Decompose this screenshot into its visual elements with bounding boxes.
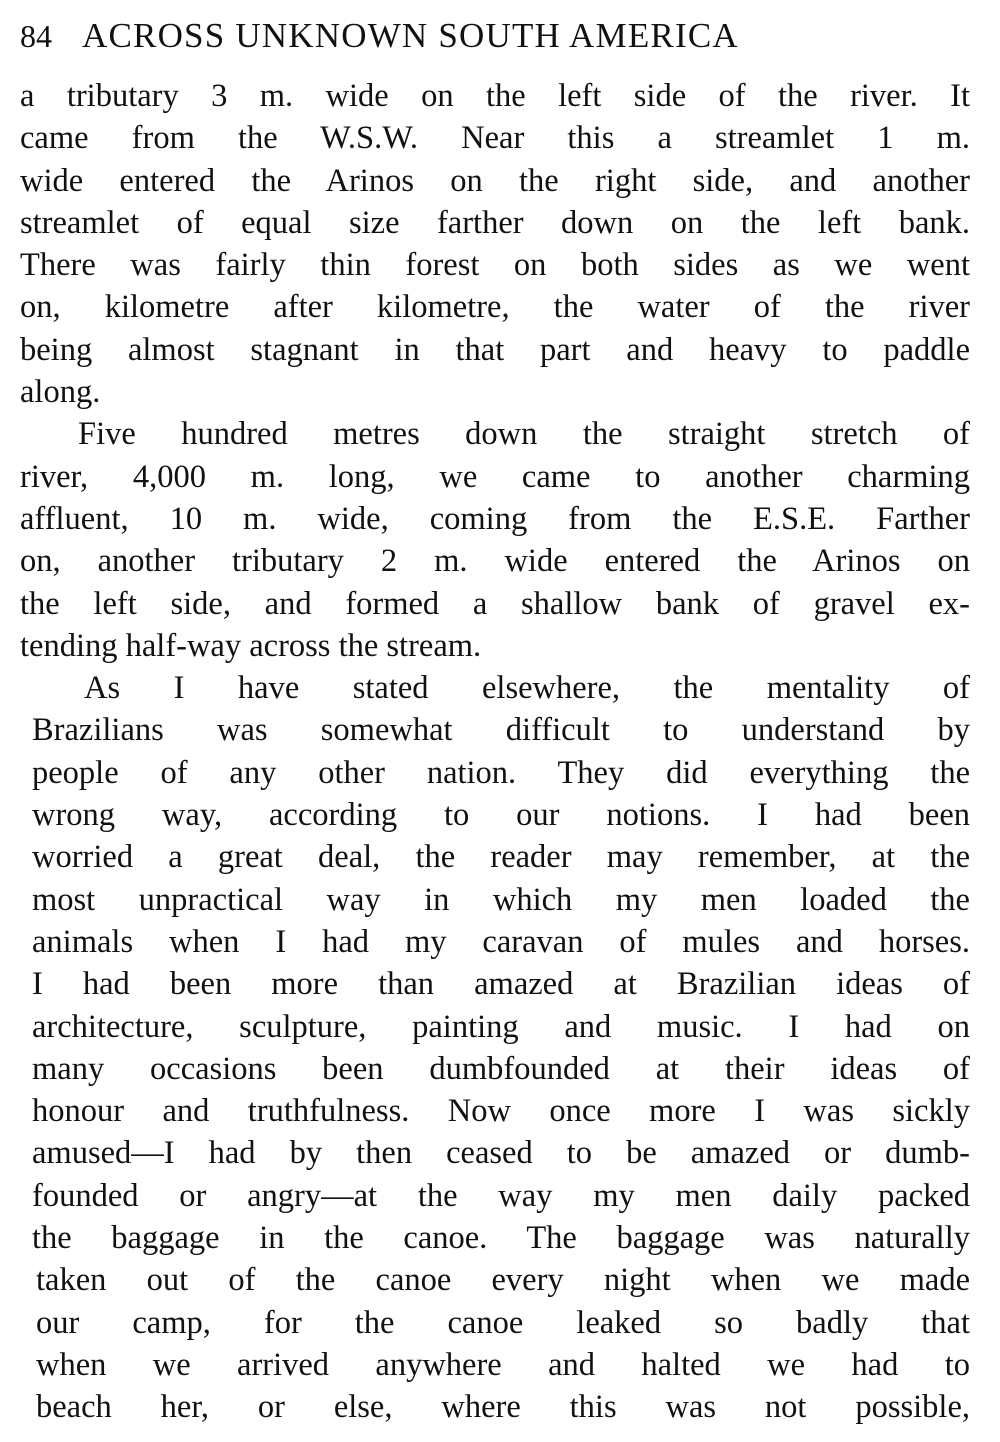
text-line: architecture, sculpture, painting and music. I had on xyxy=(32,1008,970,1045)
text-line: wide entered the Arinos on the right side, and another xyxy=(20,162,970,199)
text-line: amused—I had by then ceased to be amazed or dumb- xyxy=(32,1135,970,1172)
paragraph xyxy=(20,413,970,667)
text-line: tending half-way across the stream. xyxy=(20,627,482,664)
text-line: came from the W.S.W. Near this a streamlet 1 m. xyxy=(20,120,970,157)
text-line: the left side, and formed a shallow bank of gravel ex- xyxy=(20,585,970,622)
text-line: beach her, or else, where this was not possible, xyxy=(36,1389,970,1426)
paragraph xyxy=(20,667,970,1428)
running-title: ACROSS UNKNOWN SOUTH AMERICA xyxy=(82,16,739,55)
text-line: when we arrived anywhere and halted we had to xyxy=(36,1346,970,1383)
text-line: There was fairly thin forest on both sides as we went xyxy=(20,247,970,284)
text-line: taken out of the canoe every night when we made xyxy=(36,1262,970,1299)
text-line: a tributary 3 m. wide on the left side of the river. It xyxy=(20,78,970,114)
text-line: on, kilometre after kilometre, the water of the river xyxy=(20,289,970,326)
text-line: on, another tributary 2 m. wide entered the Arinos on xyxy=(20,543,970,580)
text-line: streamlet of equal size farther down on the left bank. xyxy=(20,204,970,241)
text-line: Five hundred metres down the straight stretch of xyxy=(78,416,970,453)
text-line: our camp, for the canoe leaked so badly that xyxy=(36,1304,970,1341)
paragraph xyxy=(20,75,970,413)
text-line: affluent, 10 m. wide, coming from the E.S.E. Farther xyxy=(20,500,970,537)
text-line: along. xyxy=(20,374,101,411)
text-line: wrong way, according to our notions. I had been xyxy=(32,797,970,834)
text-line: people of any other nation. They did everything the xyxy=(32,754,970,791)
text-line: founded or angry—at the way my men daily packed xyxy=(32,1177,970,1214)
text-line: the baggage in the canoe. The baggage was naturally xyxy=(32,1220,970,1257)
text-line: many occasions been dumbfounded at their ideas of xyxy=(32,1050,970,1087)
text-line: most unpractical way in which my men loaded the xyxy=(32,881,970,918)
text-line: Brazilians was somewhat difficult to understand by xyxy=(32,712,970,749)
text-line: animals when I had my caravan of mules and horses. xyxy=(32,923,970,960)
text-line: honour and truthfulness. Now once more I was sickly xyxy=(32,1093,970,1130)
text-line: being almost stagnant in that part and heavy to paddle xyxy=(20,331,970,368)
page-number: 84 xyxy=(20,18,52,54)
text-line: worried a great deal, the reader may remember, at the xyxy=(32,839,970,876)
text-line: river, 4,000 m. long, we came to another charming xyxy=(20,458,970,495)
text-line: I had been more than amazed at Brazilian ideas of xyxy=(32,966,970,1003)
running-head xyxy=(20,6,900,66)
text-line: As I have stated elsewhere, the mentality of xyxy=(84,670,970,707)
body-text xyxy=(20,75,970,1429)
